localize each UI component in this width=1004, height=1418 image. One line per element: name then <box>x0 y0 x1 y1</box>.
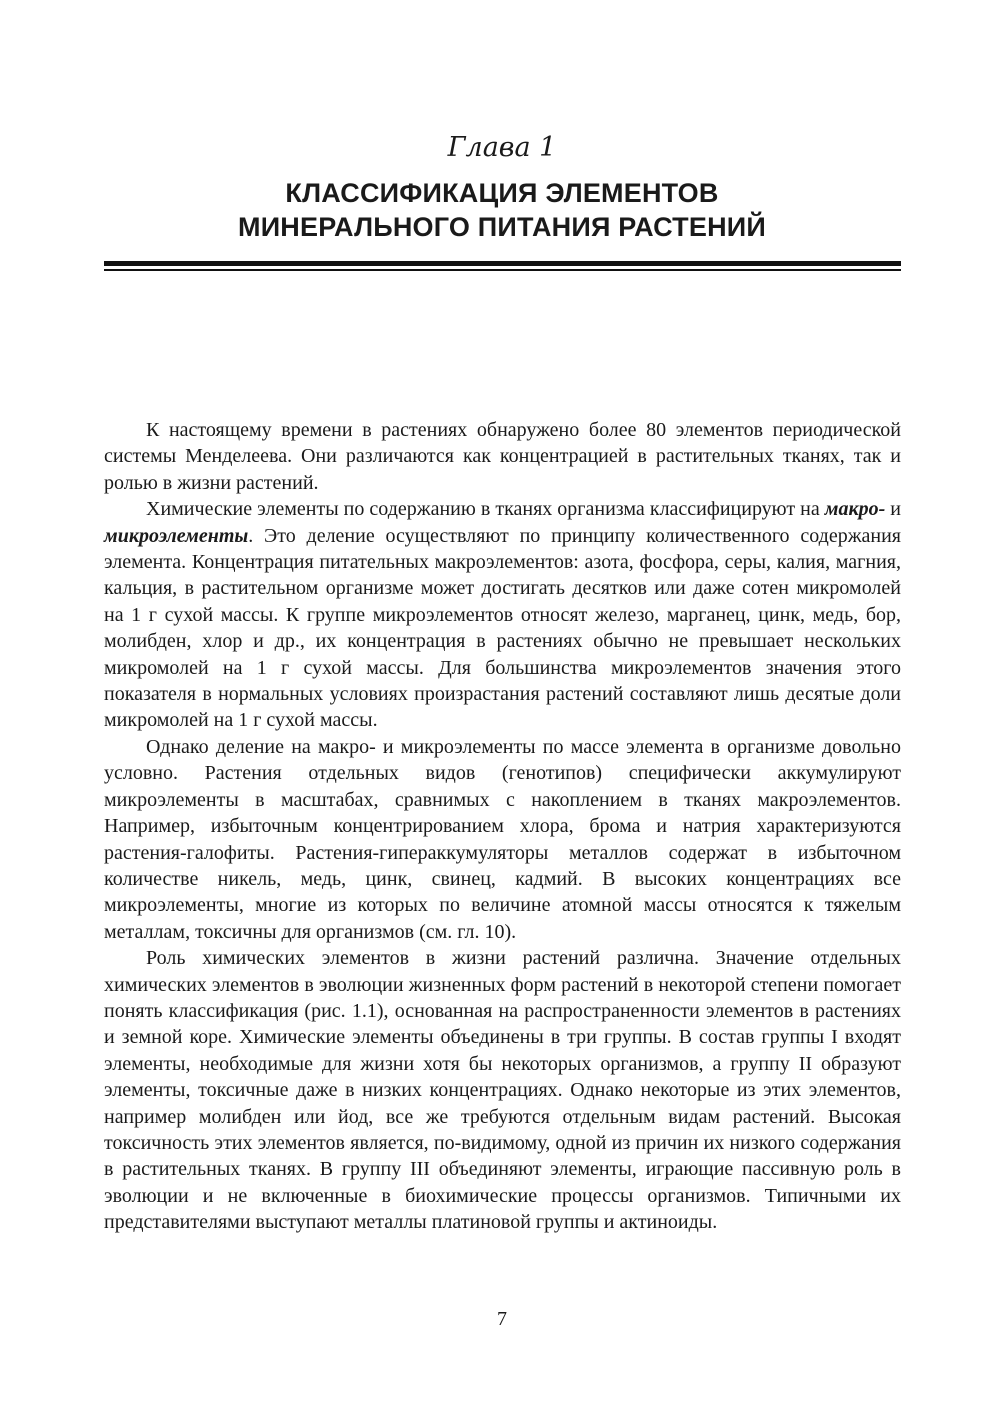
chapter-title-line-2: МИНЕРАЛЬНОГО ПИТАНИЯ РАСТЕНИЙ <box>238 212 766 242</box>
paragraph-2-and: и <box>885 498 902 521</box>
chapter-title-line-1: КЛАССИФИКАЦИЯ ЭЛЕМЕНТОВ <box>285 178 719 208</box>
term-macro: макро- <box>824 498 886 521</box>
paragraph-2-rest: . Это деление осуществляют по принципу количественного содержания элемента. Концентрация питательных макроэлементов: азота, фосфора, серы, калия, магния, кальция, в растительном организме может достигать десятков или даже сотен микромолей на 1 г сухой массы. К группе микроэлементов относят железо, марганец, цинк, медь, бор, молибден, хлор и др., их концентрация в растениях обычно не превышает нескольких микромолей на 1 г сухой массы. Для большинства микроэлементов значения этого показателя в нормальных условиях произрастания растений составляют лишь десятые доли микромолей на 1 г сухой массы. <box>104 524 901 732</box>
paragraph-4: Роль химических элементов в жизни растений различна. Значение отдельных химических элементов в эволюции жизненных форм растений в некоторой степени помогает понять классификация (рис. 1.1), основанная на распространенности элементов в растениях и земной коре. Химические элементы объединены в три группы. В состав группы I входят элементы, необходимые для жизни хотя бы некоторых организмов, а группу II образуют элементы, токсичные даже в низких концентрациях. Однако некоторые из этих элементов, например молибден или йод, все же требуются отдельным видам растений. Высокая токсичность этих элементов является, по-видимому, одной из причин их низкого содержания в растительных тканях. В группу III объединяют элементы, играющие пассивную роль в эволюции и не включенные в биохимические процессы организмов. Типичными их представителями выступают металлы платиновой группы и актиноиды. <box>104 947 901 1234</box>
title-rule-thick <box>104 261 901 266</box>
title-rule-thin <box>104 269 901 271</box>
body-text <box>104 417 901 1236</box>
chapter-label: Глава 1 <box>447 132 557 163</box>
page-number: 7 <box>497 1308 507 1330</box>
term-micro: микроэлементы <box>104 524 249 547</box>
paragraph-1: К настоящему времени в растениях обнаружено более 80 элементов периодической системы Менделеева. Они различаются как концентрацией в растительных тканях, так и ролью в жизни растений. <box>104 419 901 494</box>
paragraph-2 <box>104 496 901 734</box>
paragraph-2-start: Химические элементы по содержанию в тканях организма классифицируют на <box>146 498 825 521</box>
chapter-title <box>0 176 1004 244</box>
paragraph-3: Однако деление на макро- и микроэлементы по массе элемента в организме довольно условно. Растения отдельных видов (генотипов) специфически аккумулируют микроэлементы в масштабах, сравнимых с накоплением в тканях макроэлементов. Например, избыточным концентрированием хлора, брома и натрия характеризуются растения-галофиты. Растения-гипераккумуляторы металлов содержат в избыточном количестве никель, медь, цинк, свинец, кадмий. В высоких концентрациях все микроэлементы, многие из которых по величине атомной массы относятся к тяжелым металлам, токсичны для организмов (см. гл. 10). <box>104 735 901 943</box>
